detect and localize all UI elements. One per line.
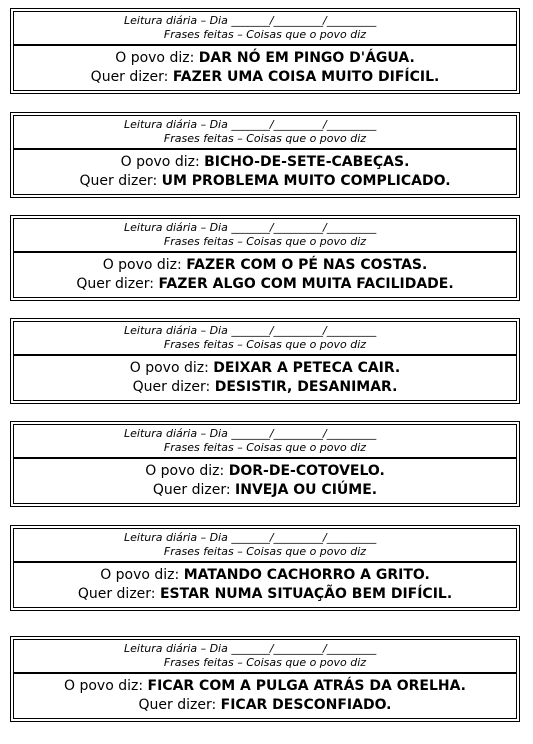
saying-text: MATANDO CACHORRO A GRITO.: [183, 567, 430, 583]
reading-card: [10, 112, 520, 198]
meaning-label: Quer dizer:: [79, 173, 158, 189]
meaning-row: [133, 378, 398, 397]
reading-date-line: Leitura diária – Dia _______/_________/_________: [124, 531, 377, 544]
reading-date-line: Leitura diária – Dia _______/_________/_________: [124, 427, 377, 440]
card-body: [14, 673, 516, 718]
card-frame: [13, 115, 517, 195]
card-body: [14, 458, 516, 503]
card-body: [14, 252, 516, 297]
saying-row: [130, 359, 401, 378]
meaning-text: FICAR DESCONFIADO.: [220, 697, 392, 713]
reading-date-line: Leitura diária – Dia _______/_________/_________: [124, 118, 377, 131]
section-subtitle: Frases feitas – Coisas que o povo diz: [163, 338, 367, 351]
meaning-label: Quer dizer:: [90, 69, 169, 85]
saying-row: [121, 153, 410, 172]
meaning-text: FAZER ALGO COM MUITA FACILIDADE.: [158, 276, 454, 292]
reading-date-line: Leitura diária – Dia _______/_________/_________: [124, 642, 377, 655]
reading-date-line: Leitura diária – Dia _______/_________/_________: [124, 324, 377, 337]
saying-text: FAZER COM O PÉ NAS COSTAS.: [186, 257, 428, 273]
meaning-row: [139, 696, 392, 715]
saying-row: [100, 566, 430, 585]
section-subtitle: Frases feitas – Coisas que o povo diz: [163, 132, 367, 145]
reading-date-line: Leitura diária – Dia _______/_________/_________: [124, 221, 377, 234]
meaning-text: ESTAR NUMA SITUAÇÃO BEM DIFÍCIL.: [159, 586, 453, 602]
meaning-row: [153, 481, 377, 500]
section-subtitle: Frases feitas – Coisas que o povo diz: [163, 545, 367, 558]
section-subtitle: Frases feitas – Coisas que o povo diz: [163, 235, 367, 248]
meaning-row: [78, 585, 452, 604]
card-body: [14, 149, 516, 194]
card-body: [14, 355, 516, 400]
card-frame: [13, 11, 517, 91]
card-frame: [13, 528, 517, 608]
meaning-text: DESISTIR, DESANIMAR.: [214, 379, 398, 395]
card-header: [14, 425, 516, 458]
saying-label: O povo diz:: [120, 154, 200, 170]
meaning-text: INVEJA OU CIÚME.: [235, 482, 378, 498]
saying-text: BICHO-DE-SETE-CABEÇAS.: [204, 154, 410, 170]
reading-card: [10, 636, 520, 722]
reading-card: [10, 8, 520, 94]
card-frame: [13, 639, 517, 719]
meaning-label: Quer dizer:: [76, 276, 154, 292]
saying-label: O povo diz:: [115, 50, 195, 66]
saying-row: [64, 677, 466, 696]
meaning-label: Quer dizer:: [138, 697, 217, 713]
card-frame: [13, 218, 517, 298]
saying-label: O povo diz:: [100, 567, 180, 583]
saying-text: DAR NÓ EM PINGO D'ÁGUA.: [198, 50, 415, 66]
card-frame: [13, 424, 517, 504]
meaning-row: [91, 68, 440, 87]
card-header: [14, 640, 516, 673]
meaning-row: [79, 172, 450, 191]
saying-label: O povo diz:: [102, 257, 182, 273]
meaning-label: Quer dizer:: [77, 586, 156, 602]
reading-card: [10, 318, 520, 404]
saying-text: FICAR COM A PULGA ATRÁS DA ORELHA.: [147, 678, 466, 694]
reading-card: [10, 421, 520, 507]
reading-card: [10, 215, 520, 301]
meaning-text: FAZER UMA COISA MUITO DIFÍCIL.: [172, 69, 440, 85]
saying-row: [145, 462, 385, 481]
section-subtitle: Frases feitas – Coisas que o povo diz: [163, 28, 367, 41]
saying-text: DEIXAR A PETECA CAIR.: [213, 360, 401, 376]
card-header: [14, 529, 516, 562]
meaning-label: Quer dizer:: [132, 379, 211, 395]
card-frame: [13, 321, 517, 401]
reading-date-line: Leitura diária – Dia _______/_________/_________: [124, 14, 377, 27]
card-header: [14, 219, 516, 252]
section-subtitle: Frases feitas – Coisas que o povo diz: [163, 656, 367, 669]
saying-label: O povo diz:: [129, 360, 209, 376]
meaning-row: [76, 275, 453, 294]
saying-label: O povo diz:: [145, 463, 225, 479]
saying-text: DOR-DE-COTOVELO.: [228, 463, 385, 479]
section-subtitle: Frases feitas – Coisas que o povo diz: [163, 441, 367, 454]
card-header: [14, 322, 516, 355]
card-body: [14, 562, 516, 607]
card-header: [14, 116, 516, 149]
saying-row: [115, 49, 415, 68]
saying-row: [103, 256, 428, 275]
saying-label: O povo diz:: [63, 678, 144, 694]
reading-card: [10, 525, 520, 611]
meaning-label: Quer dizer:: [152, 482, 231, 498]
card-body: [14, 45, 516, 90]
meaning-text: UM PROBLEMA MUITO COMPLICADO.: [161, 173, 451, 189]
card-header: [14, 12, 516, 45]
